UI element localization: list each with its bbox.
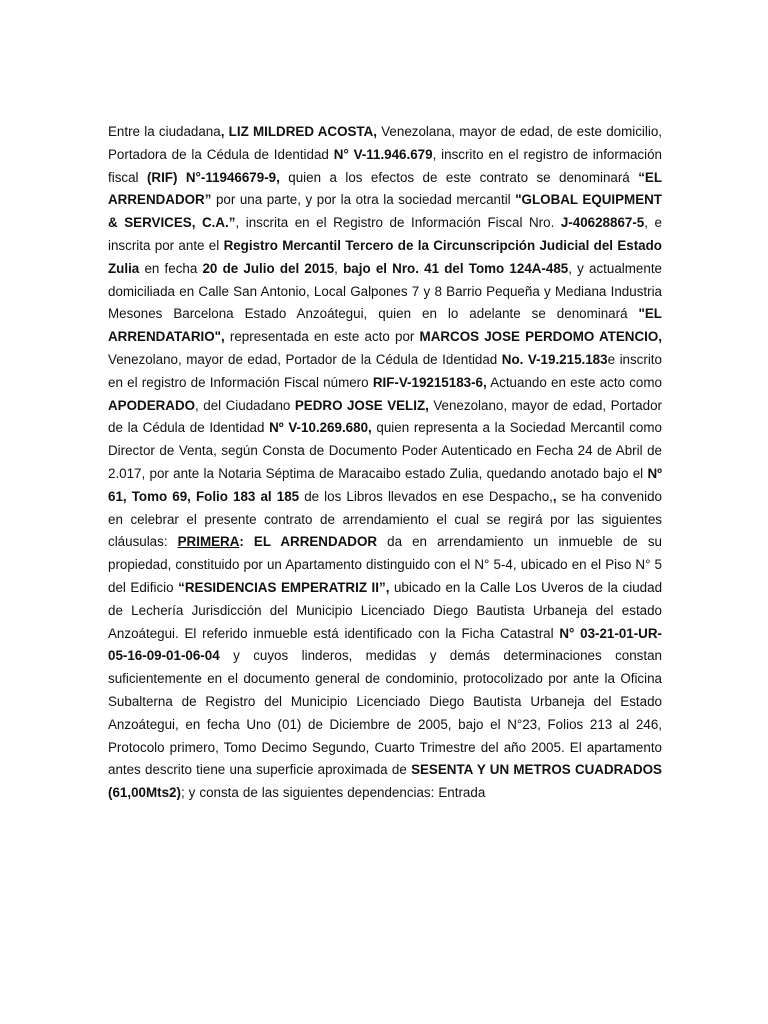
bold-text-segment: APODERADO xyxy=(108,397,196,413)
text-segment: representada en este acto por xyxy=(224,329,420,345)
bold-text-segment: J-40628867-5 xyxy=(560,215,645,231)
bold-text-segment: "GLOBAL EQUIPMENT & SERVICES, C.A.” xyxy=(108,192,662,231)
text-segment: Venezolana, mayor de edad, de este domicilio, Portadora de la Cédula de Identidad xyxy=(108,124,663,162)
text-segment: de los Libros llevados en ese Despacho, xyxy=(299,488,553,504)
text-segment: quien a los efectos de este contrato se denominará xyxy=(279,169,639,185)
text-segment: Entre la ciudadana xyxy=(108,124,221,139)
bold-text-segment: N° 03-21-01-UR-05-16-09-01-06-04 xyxy=(108,625,662,664)
contract-paragraph xyxy=(108,121,662,805)
text-segment: y cuyos linderos, medidas y demás determinaciones constan suficientemente en el documento general de condominio, protocolizado por ante la Oficina Subalterna de Registro del Municipio Licenciado Diego Bautista Urbaneja del Estado Anzoátegui, en fecha Uno (01) de Diciembre de 2005, bajo el N°23, Folios 213 al 246, Protocolo primero, Tomo Decimo Segundo, Cuarto Trimestre del año 2005. El apartamento antes descrito tiene una superficie aproximada de xyxy=(108,648,662,778)
text-segment: da en arrendamiento un inmueble de su propiedad, constituido por un Apartamento distinguido con el N° 5-4, ubicado en el Piso N° 5 del Edificio xyxy=(108,534,662,595)
bold-text-segment xyxy=(178,534,240,549)
text-segment: Venezolano, mayor de edad, Portador de la Cédula de Identidad xyxy=(108,351,502,367)
text-segment: Venezolano, mayor de edad, Portador de la Cédula de Identidad xyxy=(108,397,662,436)
text-segment: , e inscrita por ante el xyxy=(108,215,662,253)
text-segment: , inscrito en el registro de información fiscal xyxy=(108,146,662,185)
text-segment: ; y consta de las siguientes dependencias: Entrada xyxy=(180,785,486,801)
text-segment: e inscrito en el registro de Información Fiscal número xyxy=(108,351,662,390)
bold-text-segment: bajo el Nro. 41 del Tomo 124A-485 xyxy=(343,260,569,276)
bold-text-segment: 20 de Julio del 2015 xyxy=(202,260,335,276)
bold-text-segment: Nº V-10.269.680, xyxy=(269,420,372,436)
bold-text-segment: No. V-19.215.183 xyxy=(501,351,608,367)
text-segment: Actuando en este acto como xyxy=(486,374,662,390)
underlined-clause-heading: PRIMERA xyxy=(177,534,240,550)
bold-text-segment: SESENTA Y UN METROS CUADRADOS (61,00Mts2) xyxy=(108,762,662,801)
bold-text-segment: "EL ARRENDATARIO", xyxy=(108,306,662,345)
text-segment: ubicado en la Calle Los Uveros de la ciudad de Lechería Jurisdicción del Municipio Licenciado Diego Bautista Urbaneja del estado Anzoátegui. El referido inmueble está identificado con la Ficha Catastral xyxy=(108,579,663,641)
text-segment: en fecha xyxy=(139,260,203,276)
text-segment: , del Ciudadano xyxy=(195,397,295,413)
bold-text-segment: RIF-V-19215183-6, xyxy=(372,374,487,390)
bold-text-segment: , xyxy=(552,488,557,504)
text-segment: , inscrita en el Registro de Información Fiscal Nro. xyxy=(235,215,561,231)
bold-text-segment: “RESIDENCIAS EMPERATRIZ II”, xyxy=(178,579,390,595)
text-segment: , y actualmente domiciliada en Calle San Antonio, Local Galpones 7 y 8 Barrio Pequeña y Mediana Industria Mesones Barcelona Estado Anzoátegui, quien en lo adelante se denominará xyxy=(108,260,662,322)
bold-text-segment: MARCOS JOSE PERDOMO ATENCIO, xyxy=(419,329,662,345)
bold-text-segment: “EL ARRENDADOR” xyxy=(108,169,663,208)
bold-text-segment: (RIF) N°-11946679-9, xyxy=(146,169,280,185)
text-segment: , xyxy=(334,260,344,276)
bold-text-segment: , LIZ MILDRED ACOSTA, xyxy=(220,124,377,139)
bold-text-segment: : EL ARRENDADOR xyxy=(239,534,378,550)
text-segment: se ha convenido en celebrar el presente contrato de arrendamiento el cual se regirá por las siguientes cláusulas: xyxy=(108,488,662,550)
bold-text-segment: Nº 61, Tomo 69, Folio 183 al 185 xyxy=(108,465,662,504)
bold-text-segment: Registro Mercantil Tercero de la Circunscripción Judicial del Estado Zulia xyxy=(108,237,662,276)
text-segment: quien representa a la Sociedad Mercantil como Director de Venta, según Consta de Documento Poder Autenticado en Fecha 24 de Abril de 2.017, por ante la Notaria Séptima de Maracaibo estado Zulia, quedando anotado bajo el xyxy=(108,420,662,481)
bold-text-segment: N° V-11.946.679 xyxy=(333,146,433,162)
bold-text-segment: PEDRO JOSE VELIZ, xyxy=(294,397,429,413)
text-segment: por una parte, y por la otra la sociedad mercantil xyxy=(211,192,516,208)
